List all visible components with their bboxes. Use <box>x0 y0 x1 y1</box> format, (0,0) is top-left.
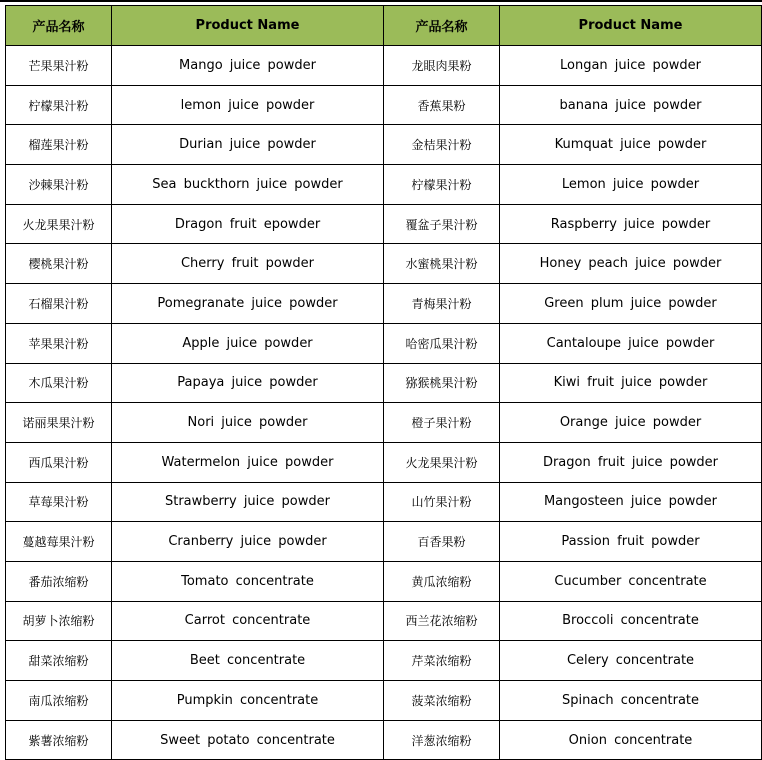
cn-name-right: 覆盆子果汁粉 <box>384 204 500 244</box>
table-row <box>6 403 762 443</box>
product-name-left: lemon juice powder <box>112 85 384 125</box>
product-name-left: Beet concentrate <box>112 641 384 681</box>
product-name-left: Mango juice powder <box>112 46 384 86</box>
product-name-left: Strawberry juice powder <box>112 482 384 522</box>
product-name-left: Watermelon juice powder <box>112 442 384 482</box>
cn-name-left: 蔓越莓果汁粉 <box>6 522 112 562</box>
product-name-right: Onion concentrate <box>500 720 762 760</box>
product-name-left: Nori juice powder <box>112 403 384 443</box>
product-name-right: Green plum juice powder <box>500 284 762 324</box>
cn-name-left: 沙棘果汁粉 <box>6 165 112 205</box>
header-product-name-right: Product Name <box>500 6 762 46</box>
cn-name-right: 百香果粉 <box>384 522 500 562</box>
table-row <box>6 442 762 482</box>
cn-name-right: 橙子果汁粉 <box>384 403 500 443</box>
table-row <box>6 522 762 562</box>
product-name-right: Dragon fruit juice powder <box>500 442 762 482</box>
table-row <box>6 165 762 205</box>
table-body <box>6 46 762 760</box>
cn-name-left: 南瓜浓缩粉 <box>6 681 112 721</box>
product-name-right: Lemon juice powder <box>500 165 762 205</box>
product-name-right: Spinach concentrate <box>500 681 762 721</box>
cn-name-right: 洋葱浓缩粉 <box>384 720 500 760</box>
cn-name-right: 青梅果汁粉 <box>384 284 500 324</box>
cn-name-right: 猕猴桃果汁粉 <box>384 363 500 403</box>
product-name-right: Passion fruit powder <box>500 522 762 562</box>
cn-name-left: 西瓜果汁粉 <box>6 442 112 482</box>
product-name-right: Kiwi fruit juice powder <box>500 363 762 403</box>
product-name-left: Sea buckthorn juice powder <box>112 165 384 205</box>
cn-name-left: 紫薯浓缩粉 <box>6 720 112 760</box>
table-row <box>6 720 762 760</box>
product-name-right: Celery concentrate <box>500 641 762 681</box>
cn-name-left: 樱桃果汁粉 <box>6 244 112 284</box>
top-border-line <box>0 0 762 2</box>
product-table-container <box>5 5 761 760</box>
cn-name-right: 金桔果汁粉 <box>384 125 500 165</box>
table-row <box>6 125 762 165</box>
cn-name-left: 番茄浓缩粉 <box>6 561 112 601</box>
product-name-left: Sweet potato concentrate <box>112 720 384 760</box>
table-row <box>6 244 762 284</box>
cn-name-right: 香蕉果粉 <box>384 85 500 125</box>
product-name-left: Tomato concentrate <box>112 561 384 601</box>
cn-name-right: 水蜜桃果汁粉 <box>384 244 500 284</box>
cn-name-right: 芹菜浓缩粉 <box>384 641 500 681</box>
cn-name-right: 龙眼肉果粉 <box>384 46 500 86</box>
product-name-right: Raspberry juice powder <box>500 204 762 244</box>
cn-name-right: 哈密瓜果汁粉 <box>384 323 500 363</box>
cn-name-right: 柠檬果汁粉 <box>384 165 500 205</box>
cn-name-left: 芒果果汁粉 <box>6 46 112 86</box>
product-table <box>5 5 762 760</box>
header-product-name-left: Product Name <box>112 6 384 46</box>
table-row <box>6 323 762 363</box>
table-row <box>6 204 762 244</box>
product-name-right: Longan juice powder <box>500 46 762 86</box>
table-row <box>6 601 762 641</box>
product-name-right: banana juice powder <box>500 85 762 125</box>
product-name-right: Cantaloupe juice powder <box>500 323 762 363</box>
cn-name-right: 山竹果汁粉 <box>384 482 500 522</box>
product-name-right: Honey peach juice powder <box>500 244 762 284</box>
table-row <box>6 482 762 522</box>
product-name-right: Broccoli concentrate <box>500 601 762 641</box>
cn-name-left: 甜菜浓缩粉 <box>6 641 112 681</box>
product-name-left: Apple juice powder <box>112 323 384 363</box>
cn-name-left: 石榴果汁粉 <box>6 284 112 324</box>
table-row <box>6 561 762 601</box>
product-name-left: Carrot concentrate <box>112 601 384 641</box>
cn-name-left: 火龙果果汁粉 <box>6 204 112 244</box>
header-row <box>6 6 762 46</box>
header-chinese-name-right: 产品名称 <box>384 6 500 46</box>
product-name-left: Pomegranate juice powder <box>112 284 384 324</box>
product-name-right: Kumquat juice powder <box>500 125 762 165</box>
header-chinese-name-left: 产品名称 <box>6 6 112 46</box>
cn-name-left: 诺丽果果汁粉 <box>6 403 112 443</box>
product-name-left: Durian juice powder <box>112 125 384 165</box>
table-row <box>6 363 762 403</box>
product-name-right: Orange juice powder <box>500 403 762 443</box>
cn-name-left: 榴莲果汁粉 <box>6 125 112 165</box>
product-name-left: Cherry fruit powder <box>112 244 384 284</box>
product-name-left: Pumpkin concentrate <box>112 681 384 721</box>
cn-name-left: 柠檬果汁粉 <box>6 85 112 125</box>
table-row <box>6 641 762 681</box>
product-name-left: Papaya juice powder <box>112 363 384 403</box>
cn-name-left: 苹果果汁粉 <box>6 323 112 363</box>
cn-name-left: 木瓜果汁粉 <box>6 363 112 403</box>
cn-name-left: 草莓果汁粉 <box>6 482 112 522</box>
cn-name-right: 西兰花浓缩粉 <box>384 601 500 641</box>
table-row <box>6 681 762 721</box>
table-row <box>6 85 762 125</box>
cn-name-right: 菠菜浓缩粉 <box>384 681 500 721</box>
cn-name-right: 火龙果果汁粉 <box>384 442 500 482</box>
cn-name-right: 黄瓜浓缩粉 <box>384 561 500 601</box>
product-name-left: Dragon fruit epowder <box>112 204 384 244</box>
cn-name-left: 胡萝卜浓缩粉 <box>6 601 112 641</box>
product-name-right: Cucumber concentrate <box>500 561 762 601</box>
product-name-right: Mangosteen juice powder <box>500 482 762 522</box>
product-name-left: Cranberry juice powder <box>112 522 384 562</box>
table-row <box>6 46 762 86</box>
table-row <box>6 284 762 324</box>
